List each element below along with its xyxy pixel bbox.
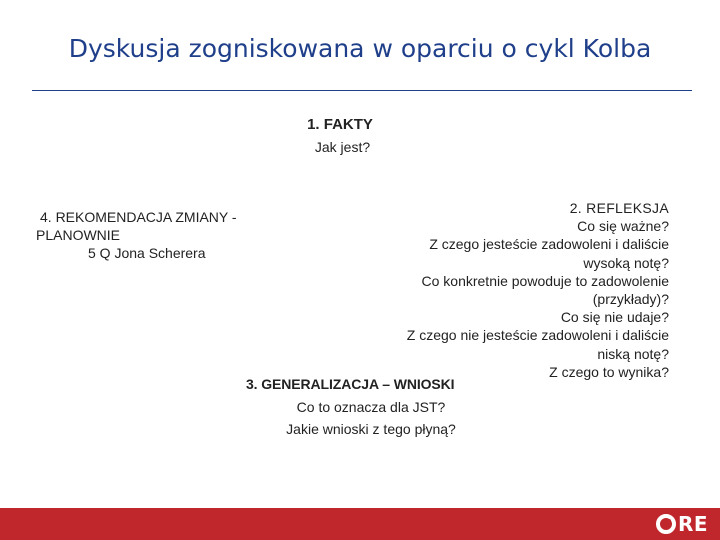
fakty-heading: 1. FAKTY (307, 116, 373, 133)
refleksja-line: Co konkretnie powoduje to zadowolenie (421, 272, 669, 289)
refleksja-line: wysoką notę? (583, 254, 669, 271)
refleksja-line: Co się ważne? (577, 218, 669, 235)
generalizacja-heading: 3. GENERALIZACJA – WNIOSKI (246, 376, 455, 392)
refleksja-block (329, 199, 669, 381)
fakty-question: Jak jest? (314, 139, 371, 155)
refleksja-line: Z czego nie jesteście zadowoleni i daliście (406, 327, 669, 344)
refleksja-line: niską notę? (597, 345, 669, 362)
refleksja-line: Co się nie udaje? (560, 309, 669, 326)
generalizacja-line: Co to oznacza dla JST? (296, 399, 446, 415)
rekomendacja-heading-line1: 4. REKOMENDACJA ZMIANY - (40, 209, 237, 225)
rekomendacja-block (36, 208, 286, 262)
ore-logo-ring-icon (655, 513, 677, 535)
title-divider (32, 90, 692, 91)
refleksja-line: (przykłady)? (592, 291, 669, 308)
footer-bar (0, 508, 720, 540)
slide-title: Dyskusja zogniskowana w oparciu o cykl Kolba (68, 34, 652, 63)
rekomendacja-heading-line2: PLANOWNIE (36, 227, 121, 243)
refleksja-line: Z czego jesteście zadowoleni i daliście (429, 236, 669, 253)
rekomendacja-subtitle: 5 Q Jona Scherera (88, 245, 206, 261)
refleksja-heading: 2. REFLEKSJA (569, 200, 669, 216)
ore-logo-text: RE (677, 512, 708, 536)
generalizacja-line: Jakie wnioski z tego płyną? (286, 421, 456, 437)
ore-logo (655, 512, 708, 536)
refleksja-line: Z czego to wynika? (549, 363, 669, 380)
